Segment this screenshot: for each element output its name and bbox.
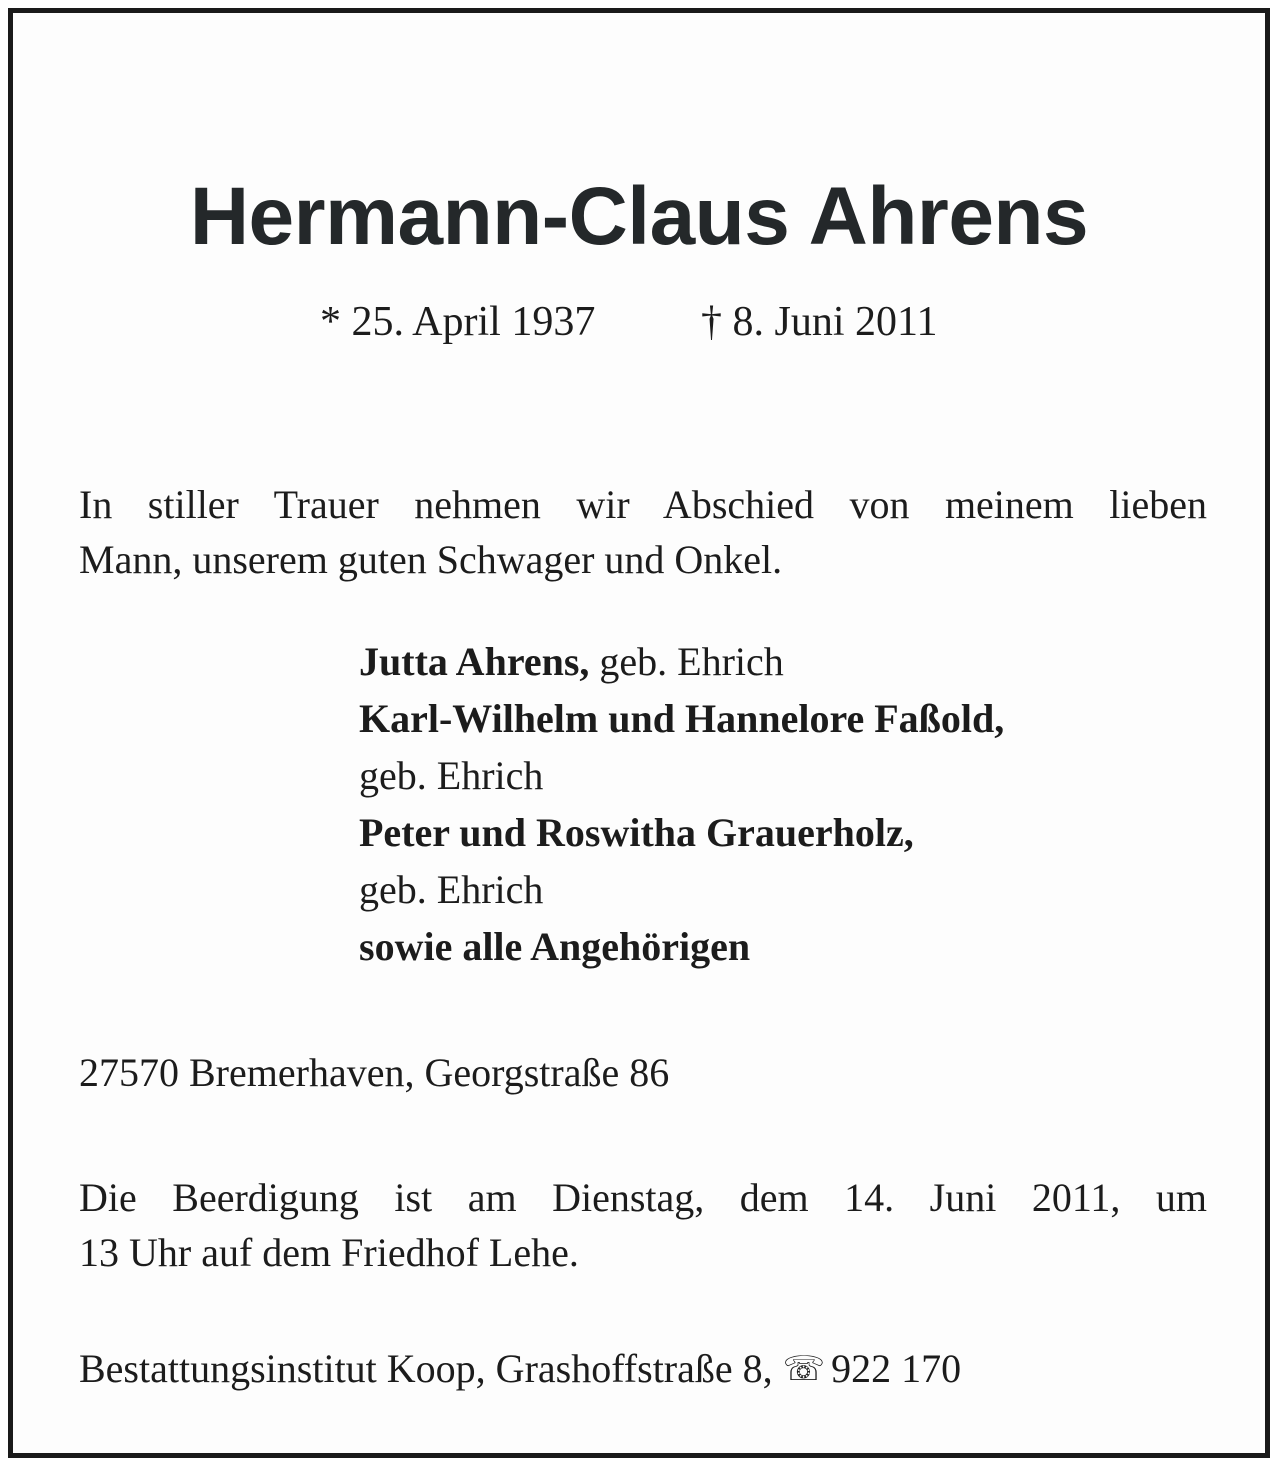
mourner-name: Peter und Roswitha Grauerholz, <box>359 810 914 855</box>
funeral-line: 13 Uhr auf dem Friedhof Lehe. <box>79 1230 579 1275</box>
notice-frame <box>8 8 1270 1458</box>
mourner-name: sowie alle Angehörigen <box>359 924 751 969</box>
undertaker-phone: 922 170 <box>831 1346 962 1391</box>
undertaker-info <box>79 1341 961 1397</box>
mourner-maiden-name: geb. Ehrich <box>589 639 784 684</box>
mourners-list <box>359 633 1199 975</box>
intro-line: Mann, unserem guten Schwager und Onkel. <box>79 537 783 582</box>
mourner-entry <box>359 633 1199 690</box>
mourner-maiden-name: geb. Ehrich <box>359 867 544 912</box>
undertaker-text: Bestattungsinstitut Koop, Grashoffstraße 8, <box>79 1346 773 1391</box>
mourner-name: Karl-Wilhelm und Hannelore Faßold, <box>359 696 1005 741</box>
intro-line: In stiller Trauer nehmen wir Abschied von meinem lieben <box>79 482 1207 527</box>
funeral-line: Die Beerdigung ist am Dienstag, dem 14. Juni 2011, um <box>79 1175 1207 1220</box>
mourner-name: Jutta Ahrens, <box>359 639 590 684</box>
telephone-icon: ☏ <box>782 1349 826 1389</box>
birth-date: * 25. April 1937 <box>320 299 596 345</box>
death-date: † 8. Juni 2011 <box>701 299 938 345</box>
deceased-name: Hermann-Claus Ahrens <box>189 171 1089 262</box>
intro-text <box>79 477 1207 587</box>
funeral-info <box>79 1170 1207 1280</box>
address: 27570 Bremerhaven, Georgstraße 86 <box>79 1050 670 1095</box>
mourner-maiden-name: geb. Ehrich <box>359 753 544 798</box>
